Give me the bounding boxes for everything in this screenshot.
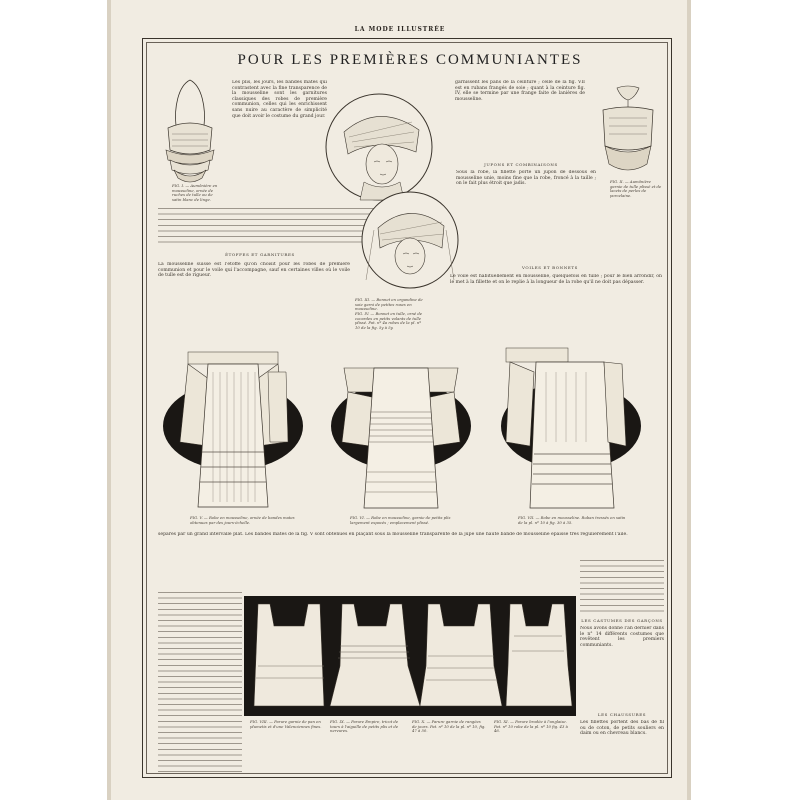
intro-text-column (232, 80, 327, 220)
fig5-caption: FIG. V. — Robe en mousseline, ornée de bandes mates obtenues par des jours-échelle. (190, 515, 295, 525)
garcons-text: Nous avons donné l'an dernier dans le n° 14 différents costumes que revêtent les premiers communiants. (580, 626, 664, 648)
voiles-heading: VOILES ET BONNETS (522, 265, 578, 270)
fig6-caption: FIG. VI. — Robe en mousseline, garnie de petits plis largement espacés ; emplacement plissé. (350, 515, 451, 525)
fig6-robe-engraving (326, 342, 476, 514)
running-head: LA MODE ILLUSTRÉE (354, 26, 446, 33)
fig4-caption: FIG. IV. — Bonnet en tulle, orné de cocardes en petits volants de tulle plissé. Pat. nº 4a robes de la pl. nº 10 de la fig. 5y à 5y. (355, 311, 423, 330)
right-column-text (455, 80, 585, 158)
fig2-purse-illustration (597, 84, 659, 184)
fig7-caption: FIG. VII. — Robe en mousseline. Ruban tressés en satin de la pl. nº 10 à fig. 30 à 35. (518, 515, 626, 525)
intro-text: Les plis, les jours, les bandes mates qui contrastent avec la fine transparence de la mousseline sont les garnitures classiques des robes de première communion, celles qui les enrichissent sans nuire au caractère de simplicité que doit avoir le costume du grand jour. (232, 80, 327, 119)
fig8-caption: FIG. VIII. — Parure garnie de pan en plumetis et d'une Valenciennes fines. (250, 719, 322, 729)
text-lines (158, 208, 382, 246)
intro-continuation (158, 208, 382, 246)
jupons-text: Sous la robe, la fillette porte un jupon de dessous en mousseline unie, moins fine que la robe, froncé à la taille ; on le fait plus étroit que jadis. (456, 170, 596, 187)
fig3-bonnet-portrait (324, 92, 434, 202)
page-edge-right (687, 0, 691, 800)
page-edge-left (107, 0, 111, 800)
fig7-robe-engraving (496, 342, 646, 514)
text-lines (580, 560, 664, 614)
etoffes-text-column (158, 262, 350, 336)
right-column-paragraph: garnissent les pans de la ceinture ; celle de la fig. VII est en rubans frangés de soie ; quant à la ceinture fig. IV, elle se termine par une frange faite de lanières de mousseline. (455, 80, 585, 102)
fig11-caption: FIG. XI. — Parure brodée à l'anglaise. Pat. nº 10 robe de la pl. nº 10 fig. 43 à 46. (494, 719, 568, 734)
undergarments-engraving (244, 596, 576, 716)
voiles-text-column (450, 274, 662, 340)
voiles-text: Le voile est habituellement en mousseline, quelquefois en tulle ; pour le bien arrondir, on le met à la fillette et on le replie à la longueur de la robe qu'il ne doit pas dépasser. (450, 274, 662, 285)
article-title: POUR LES PREMIÈRES COMMUNIANTES (237, 52, 583, 68)
garcons-heading: LES CASTUMES DES GARÇONS (581, 618, 663, 623)
bottom-paragraph: séparés par un grand intervalle plat. Les bandes mates de la fig. V sont obtenues en plaçant sous la mousseline transparente de la jupe une haute bande de mousseline épaisse très régulièrement l'aile. (158, 532, 628, 537)
fig4-bonnet-portrait (360, 190, 460, 290)
bottom-left-column (158, 592, 242, 772)
right-bottom-column (580, 560, 664, 614)
garcons-text-column (580, 626, 664, 702)
text-lines (158, 592, 242, 772)
fig9-caption: FIG. IX. — Parure Empire, tricot de tours à l'aiguille de petits plis et de nervures. (330, 719, 399, 734)
chaussures-heading: LES CHAUSSURES (597, 712, 647, 717)
fig5-robe-engraving (158, 342, 308, 514)
etoffes-heading: ÉTOFFES ET GARNITURES (225, 252, 295, 257)
fig3-caption: FIG. III. — Bonnet en organdine de soie garni de petites roses en mousseline. (355, 297, 423, 312)
fig1-purse-illustration (160, 78, 220, 188)
fig2-caption: FIG. II. — Aumônière garnie de tulle plissé et de lacets de perles de porcelaine. (610, 179, 662, 198)
jupons-text-column (456, 170, 596, 256)
fig1-caption: FIG. I. — Aumônière en mousseline, ornée de ruches de tulle ou de satin blanc de linge. (172, 183, 218, 202)
etoffes-text: La mousseline suisse est l'étoffe qu'on choisit pour les robes de première communion et pour le voile qui l'accompagne, sauf en certaines villes où le voile de tulle est de rigueur. (158, 262, 350, 279)
fig10-caption: FIG. X. — Parure garnie de rangées de jours. Pat. nº 10 de la pl. nº 10, fig. 47 à 50. (412, 719, 486, 734)
chaussures-text: Les fillettes portent des bas de fil ou de coton, de petits souliers en daim ou en chevreau blancs. (580, 720, 664, 737)
jupons-heading: JUPONS ET COMBINAISONS (484, 162, 558, 167)
chaussures-text-column (580, 720, 664, 766)
